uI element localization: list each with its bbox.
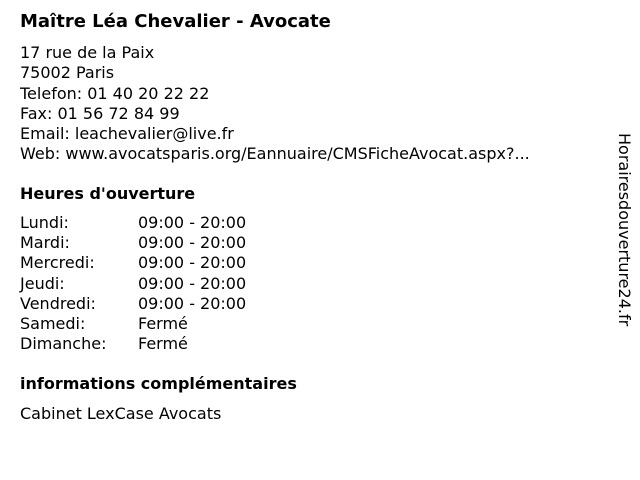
day-label: Vendredi: [20, 293, 96, 313]
additional-info-text: Cabinet LexCase Avocats [20, 404, 222, 423]
day-label: Dimanche: [20, 334, 107, 354]
day-hours: 09:00 - 20:00 [138, 233, 247, 253]
fax-number: Fax: 01 56 72 84 99 [20, 103, 180, 123]
day-hours: Fermé [138, 314, 188, 334]
day-label: Samedi: [20, 314, 86, 334]
contact-block [20, 43, 530, 165]
day-hours: 09:00 - 20:00 [138, 213, 247, 232]
hours-row-monday [20, 213, 246, 233]
day-label: Lundi: [20, 213, 69, 232]
hours-row-saturday [20, 314, 246, 334]
street-address: 17 rue de la Paix [20, 43, 155, 62]
day-hours: 09:00 - 20:00 [138, 273, 247, 293]
day-hours: Fermé [138, 334, 188, 354]
day-label: Mardi: [20, 233, 70, 253]
phone-number: Telefon: 01 40 20 22 22 [20, 83, 210, 103]
hours-row-tuesday [20, 233, 246, 253]
site-watermark: Horairesdouverture24.fr [615, 133, 634, 327]
day-label: Jeudi: [20, 273, 65, 293]
day-label: Mercredi: [20, 253, 95, 273]
website-label: Web: [20, 144, 66, 164]
opening-hours-table [20, 213, 246, 354]
website-link[interactable]: www.avocatsparis.org/Eannuaire/CMSFicheAvocat.aspx?... [65, 144, 530, 164]
hours-row-wednesday [20, 253, 246, 273]
hours-row-sunday [20, 334, 246, 354]
opening-hours-heading: Heures d'ouverture [20, 184, 196, 203]
day-hours: 09:00 - 20:00 [138, 253, 247, 273]
email-address: Email: leachevalier@live.fr [20, 124, 234, 144]
day-hours: 09:00 - 20:00 [138, 293, 247, 313]
page-title: Maître Léa Chevalier - Avocate [20, 11, 331, 32]
additional-info-heading: informations complémentaires [20, 374, 297, 393]
hours-row-friday [20, 294, 246, 314]
city-postcode: 75002 Paris [20, 63, 115, 83]
website-line [20, 144, 530, 164]
hours-row-thursday [20, 274, 246, 294]
